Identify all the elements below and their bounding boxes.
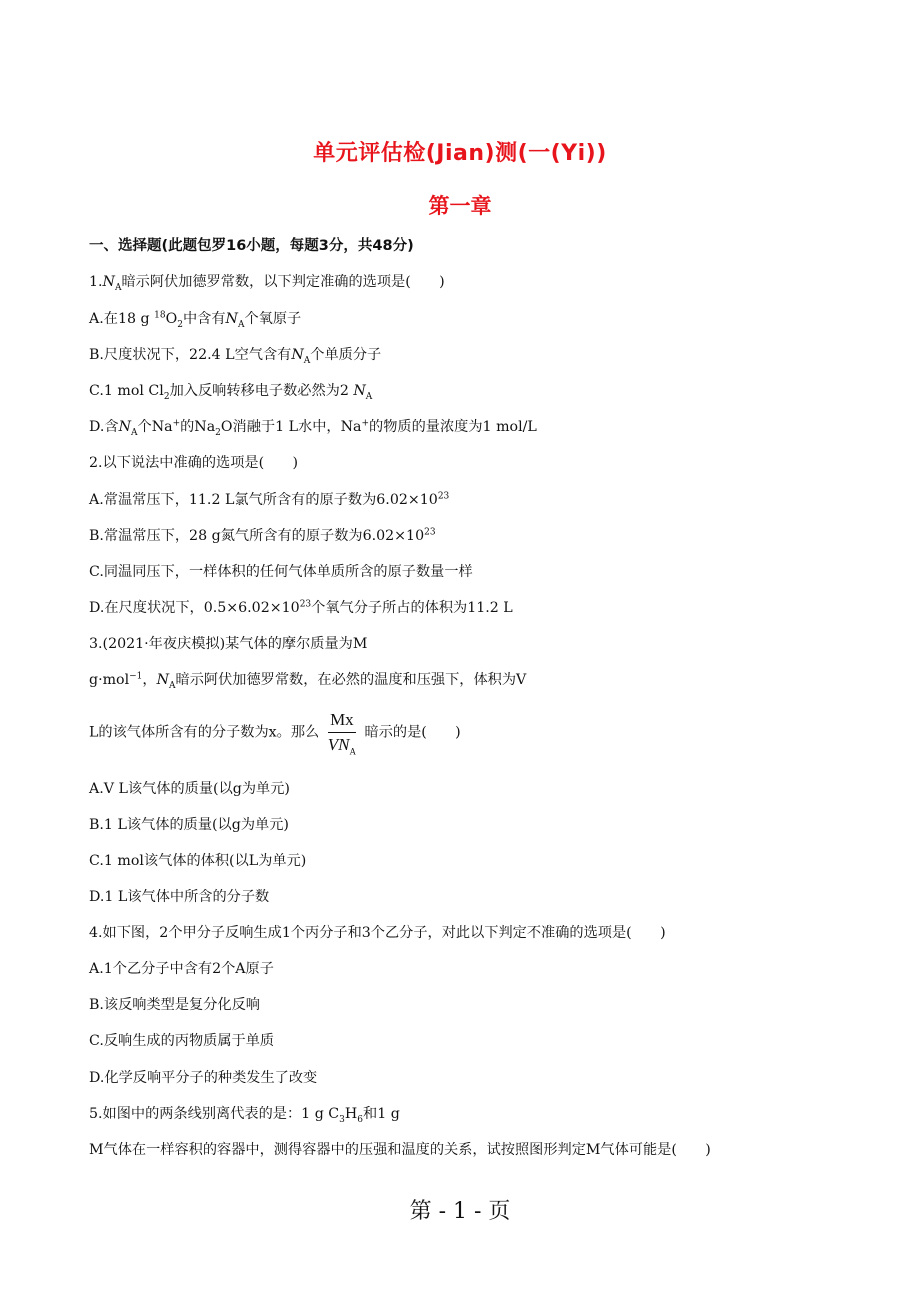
fraction-mx-over-vna: $\frac{Mx}{VN_A}$ [327,710,356,757]
unit-title: 单元评估检(Jian)测(一(Yi)) [313,141,607,166]
question-2-option-c: C.同温同压下，一样体积的任何气体单质所含的原子数量一样 [89,564,473,580]
question-3-option-a: A.V L该气体的质量(以g为单元) [89,781,290,797]
question-3-option-d: D.1 L该气体中所含的分子数 [89,889,270,905]
section-heading: 一、选择题(此题包罗16小题，每题3分，共48分) [89,238,414,254]
question-1-option-a: A.在18 g $^{18}O_2$中含有$N_A$个氧原子 [89,310,302,330]
question-3-stem-line-3: L的该气体所含有的分子数为x。那么 $\frac{Mx}{VN_A}$ 暗示的是( ) [89,710,461,757]
question-1-stem: $1.N_A$暗示阿伏加德罗常数，以下判定准确的选项是( ) [89,274,445,293]
question-4-option-c: C.反响生成的丙物质属于单质 [89,1033,275,1049]
question-5-stem-line-2: M气体在一样容积的容器中，测得容器中的压强和温度的关系，试按照图形判定M气体可能是( ) [89,1142,711,1158]
question-4-option-b: B.该反响类型是复分化反响 [89,997,260,1013]
question-3-option-b: B.1 L该气体的质量(以g为单元) [89,817,289,833]
chapter-heading: 第一章 [428,194,492,218]
question-4-option-d: D.化学反响平分子的种类发生了改变 [89,1070,318,1086]
question-2-option-b: B.常温常压下，28 g氮气所含有的原子数为$6.02\times 10^{23}$ [89,527,436,544]
question-2-option-a: A.常温常压下，11.2 L氯气所含有的原子数为$6.02\times 10^{23}$ [89,491,450,508]
question-2-option-d: D.在尺度状况下，$0.5\times 6.02\times 10^{23}$个氧气分子所占的体积为11.2 L [89,599,513,616]
question-5-stem-line-1: 5.如图中的两条线别离代表的是：1 g $C_3H_6$和1 g [89,1106,400,1125]
question-3-stem-line-1: 3.(2021·年夜庆模拟)某气体的摩尔质量为M [89,636,368,652]
page-number: 第 - 1 - 页 [409,1199,511,1224]
question-4-stem: 4.如下图，2个甲分子反响生成1个丙分子和3个乙分子，对此以下判定不准确的选项是( ) [89,925,666,941]
question-1-option-c: C.1 mol $Cl_2$加入反响转移电子数必然为2 $N_A$ [89,383,373,402]
question-3-option-c: C.1 mol该气体的体积(以L为单元) [89,853,307,869]
question-2-stem: 2.以下说法中准确的选项是( ) [89,455,299,471]
question-1-option-d: D.含$N_A$个Na+的$Na_2O$消融于1 L水中，Na+的物质的量浓度为1 mol/L [89,418,537,438]
question-3-stem-line-2: g·mol$^{-1}$，$N_A$暗示阿伏加德罗常数，在必然的温度和压强下，体积为V [89,671,527,691]
question-1-option-b: B.尺度状况下，22.4 L空气含有$N_A$个单质分子 [89,347,382,366]
question-4-option-a: A.1个乙分子中含有2个A原子 [89,961,274,977]
